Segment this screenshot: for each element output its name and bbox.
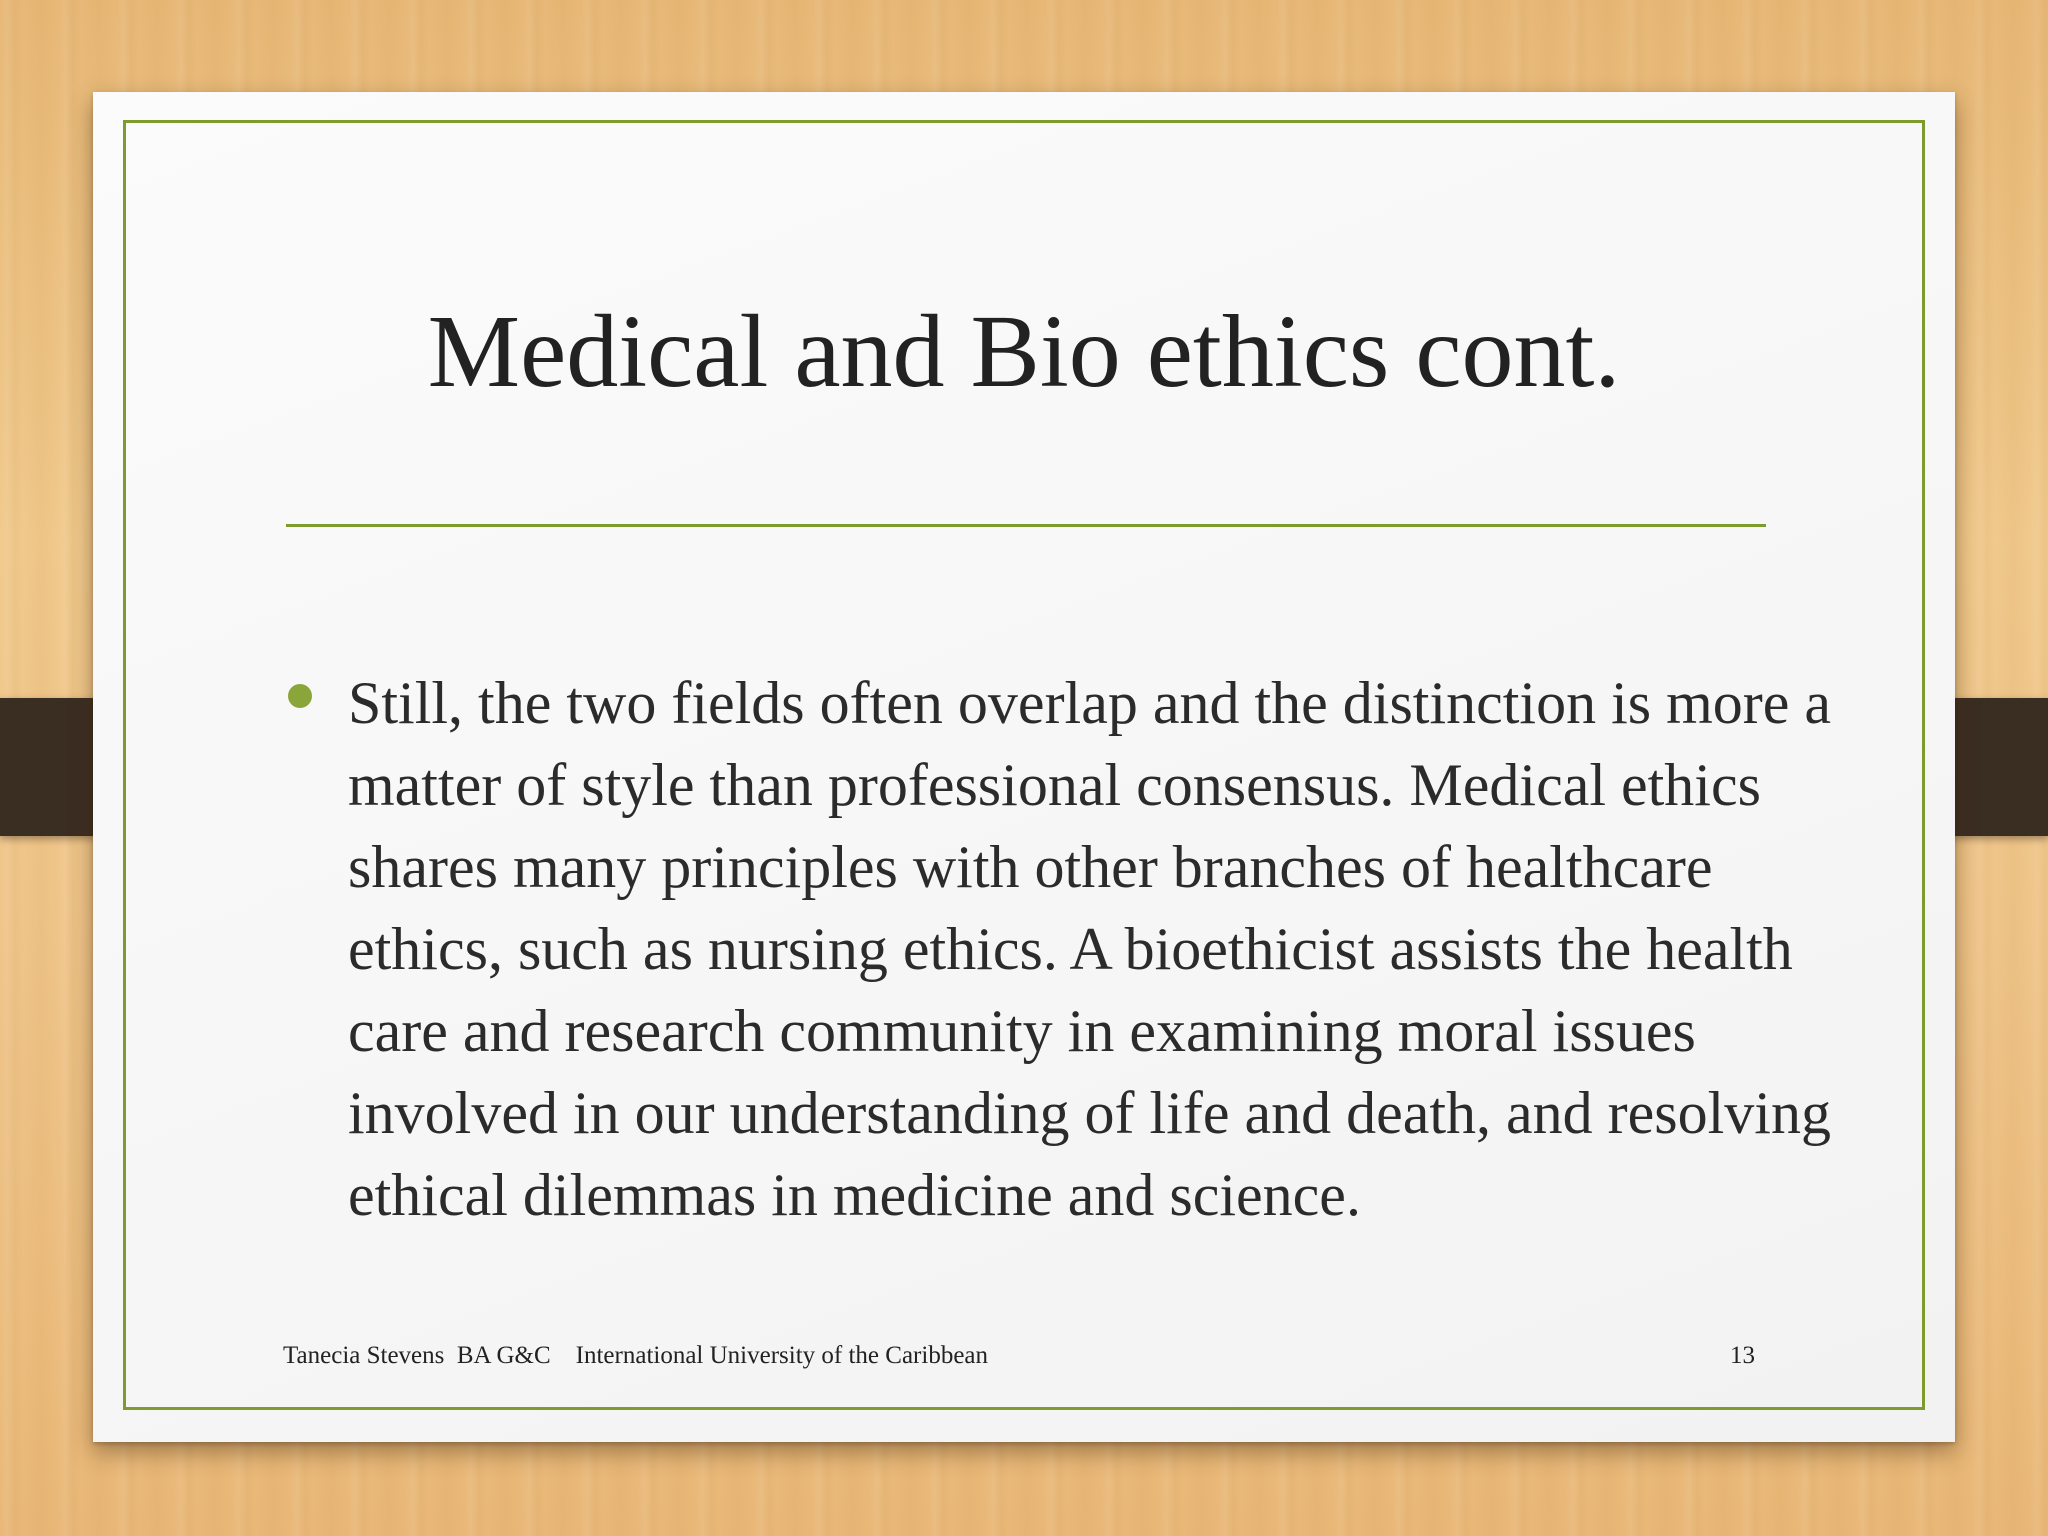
title-divider (286, 524, 1766, 527)
slide-card (93, 92, 1955, 1442)
bullet-text: Still, the two fields often overlap and the distinction is more a matter of style than professional consensus. Medical ethics shares many principles with other branches of healthcare ethics, such as nursing ethics. A bioethicist assists the health care and research community in examining moral issues involved in our understanding of life and death, and resolving ethical dilemmas in medicine and science. (348, 670, 1832, 1228)
bullet-item (286, 662, 1846, 1236)
slide-title: Medical and Bio ethics cont. (427, 294, 1621, 409)
slide-number: 13 (1730, 1342, 1755, 1369)
bullet-dot-icon (288, 684, 312, 708)
bullet-list (286, 662, 1846, 1236)
footer-text: Tanecia Stevens BA G&C International University of the Caribbean (283, 1342, 989, 1369)
